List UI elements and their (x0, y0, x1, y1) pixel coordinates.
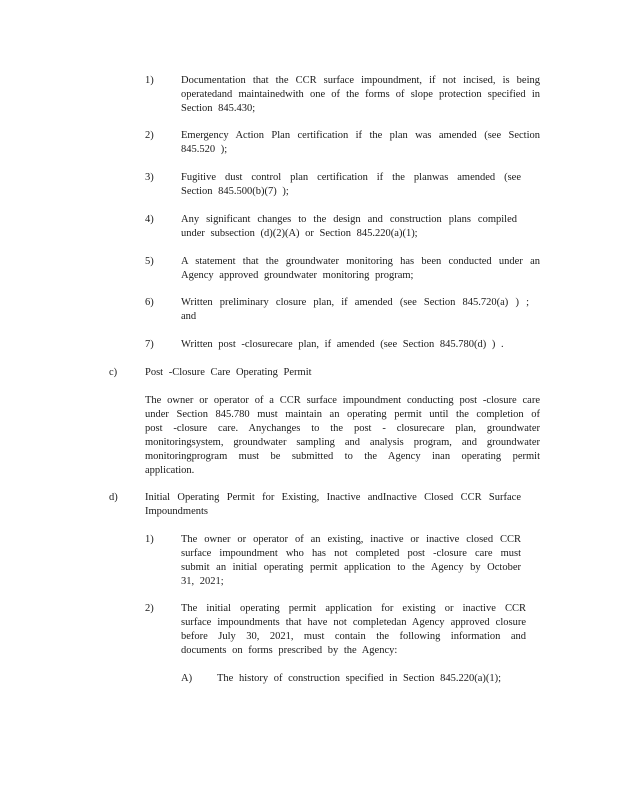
section-letter: d) (109, 492, 118, 503)
item-number: 3) (145, 172, 154, 183)
item-number: 1) (145, 534, 154, 545)
item-text: Written preliminary closure plan, if amended (see Section 845.720(a) ) ; and (181, 297, 529, 322)
item-number: 2) (145, 603, 154, 614)
item-text: Documentation that the CCR surface impoundment, if not incised, is being operatedand maintainedwith one of the forms of slope protection specified in Section 845.430; (181, 75, 540, 114)
item-text: The owner or operator of an existing, inactive or inactive closed CCR surface impoundment who has not completed post -closure care must submit an initial operating permit application to the Agency by October 31, 2021; (181, 534, 521, 587)
item-text: Fugitive dust control plan certification if the planwas amended (see Section 845.500(b)(7) ); (181, 172, 521, 197)
item-text: The history of construction specified in Section 845.220(a)(1); (217, 673, 502, 684)
item-number: 7) (145, 339, 154, 350)
item-number: 6) (145, 297, 154, 308)
item-number: 1) (145, 75, 154, 86)
section-body: The owner or operator of a CCR surface impoundment conducting post -closure care under Section 845.780 must maintain an operating permit until the completion of post -closure care. Anychanges to the post - closurecare plan, groundwater monitoringsystem, groundwater sampling and analysis program, and groundwater monitoringprogram must be submitted to the Agency inan operating permit application. (145, 395, 540, 476)
item-number: 2) (145, 130, 154, 141)
item-text: A statement that the groundwater monitoring has been conducted under an Agency approved groundwater monitoring program; (181, 256, 540, 281)
section-heading: Initial Operating Permit for Existing, Inactive andInactive Closed CCR Surface Impoundments (145, 492, 521, 517)
section-letter: c) (109, 367, 118, 378)
item-text: The initial operating permit application for existing or inactive CCR surface impoundments that have not completedan Agency approved closure before July 30, 2021, must contain the following information and documents on forms prescribed by the Agency: (181, 603, 526, 656)
item-text: Written post -closurecare plan, if amended (see Section 845.780(d) ) . (181, 339, 504, 350)
item-number: 4) (145, 214, 154, 225)
item-letter: A) (181, 673, 193, 684)
item-number: 5) (145, 256, 154, 267)
item-text: Emergency Action Plan certification if the plan was amended (see Section 845.520 ); (181, 130, 540, 155)
item-text: Any significant changes to the design and construction plans compiled under subsection (d)(2)(A) or Section 845.220(a)(1); (181, 214, 517, 239)
section-heading: Post -Closure Care Operating Permit (145, 367, 312, 378)
